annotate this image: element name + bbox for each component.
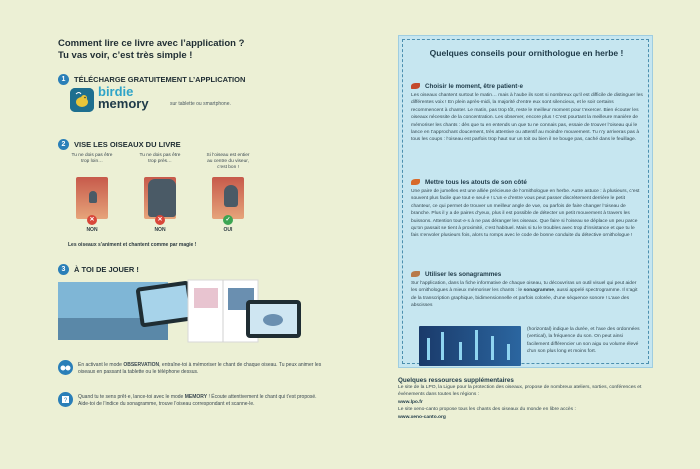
feather-icon	[411, 83, 420, 89]
resources-line-1: Le site de la LPO, la Ligue pour la protection des oiseaux, propose de nombreux ateliers, sorties, conférences et événements dans toutes les régions :	[398, 385, 642, 398]
aiming-result: NON	[86, 227, 98, 233]
observation-mode-text	[78, 362, 328, 376]
observation-mode-label: OBSERVATION	[123, 362, 160, 368]
tip-body-intro	[411, 280, 643, 310]
tip-heading: Mettre tous les atouts de son côté	[425, 179, 527, 186]
no-icon: ✕	[155, 215, 165, 225]
left-column	[58, 38, 358, 407]
intro-line-2: Tu vas voir, c’est très simple !	[58, 50, 193, 61]
aiming-example-too-far	[68, 153, 116, 233]
memory-text-before: Quand tu te sens prêt·e, lance-toi avec le mode	[78, 394, 185, 400]
step-1-number: 1	[58, 74, 69, 85]
observation-text-before: En activant le mode	[78, 362, 124, 368]
aiming-caption: Tu ne dois pas être trop près…	[139, 153, 181, 164]
app-name	[98, 86, 149, 110]
tips-panel-border	[402, 39, 649, 364]
memory-mode-icon	[58, 392, 73, 407]
tip-heading: Utiliser les sonagrammes	[425, 271, 502, 278]
falcon-image	[89, 191, 97, 203]
tip-section-2	[411, 179, 643, 240]
app-in-use-illustration	[58, 278, 308, 348]
falcon-image	[148, 179, 176, 217]
memory-mode-label: MEMORY	[184, 394, 208, 400]
memory-text-after: ! Écoute attentivement le chant qui t’est proposé. Aide-toi de l’indice du sonagramme, trouve l’oiseau correspondant et scanne-le.	[78, 394, 317, 407]
sonagram-band	[507, 344, 510, 360]
tips-panel	[398, 35, 653, 368]
memory-mode-text	[78, 394, 328, 408]
aiming-example-centered	[204, 153, 252, 233]
aiming-caption: Si l’oiseau est entier au centre du viseur, c’est bon !	[206, 153, 250, 170]
tip-body-wrap: (horizontal) indique la durée, et l’axe des ordonnées (vertical), la fréquence du son. On peut ainsi facilement différencier un son aigu ou volume élevé d’un son plus long et moins fort.	[527, 327, 640, 355]
xeno-canto-link[interactable]: www.xeno-canto.org	[398, 414, 446, 420]
sonagram-band	[441, 332, 444, 360]
step-3-title: À TOI DE JOUER !	[74, 265, 139, 274]
step-2-note: Les oiseaux s’animent et chantent comme par magie !	[68, 242, 197, 248]
lpo-link[interactable]: www.lpo.fr	[398, 399, 423, 405]
tip-body-bold: sonagramme	[523, 288, 554, 294]
birdie-memory-logo-icon	[70, 88, 94, 112]
step-2	[58, 139, 358, 264]
tip-heading: Choisir le moment, être patient·e	[425, 83, 523, 90]
svg-text:?: ?	[63, 398, 68, 404]
bird-card-image	[212, 177, 244, 223]
step-1-title: TÉLÉCHARGE GRATUITEMENT L’APPLICATION	[74, 75, 246, 84]
observation-mode-icon	[58, 360, 73, 375]
resources-line-2: Le site xeno-canto propose tous les chants des oiseaux du monde en libre accès :	[398, 407, 576, 413]
step-3	[58, 264, 358, 464]
feather-icon	[411, 179, 420, 185]
app-platforms: sur tablette ou smartphone.	[170, 101, 231, 107]
sonagram-image	[419, 326, 521, 366]
app-name-line-1: birdie	[98, 84, 134, 99]
observation-text-after: , entraîne-toi à mémoriser le chant de chaque oiseau. Tu peux animer les oiseaux en passant la tablette ou le téléphone dessus.	[78, 362, 322, 375]
intro-line-1: Comment lire ce livre avec l’application ?	[58, 38, 245, 49]
sonagram-band	[427, 338, 430, 360]
no-icon: ✕	[87, 215, 97, 225]
step-2-number: 2	[58, 139, 69, 150]
step-3-number: 3	[58, 264, 69, 275]
step-1	[58, 74, 358, 124]
intro-heading	[58, 38, 358, 62]
resources	[398, 377, 653, 421]
sonagram-band	[459, 342, 462, 360]
tip-body-after: , aussi appelé spectrogramme. Il s’agit de la transcription graphique, bidimensionnelle et parfois colorée, d’une séquence sonore ! L’axe des abscisses	[411, 288, 638, 309]
falcon-image	[224, 185, 238, 207]
tip-section-3	[411, 271, 643, 363]
app-name-line-2: memory	[98, 96, 149, 111]
aiming-caption: Tu ne dois pas être trop loin…	[71, 153, 113, 164]
tip-body: Les oiseaux chantent surtout le matin… mais à l’aube ils sont si nombreux qu’il est difficile de distinguer les différentes voix ! En plein après-midi, la majorité d’entre eux sont silencieux, et le soir certains recommencent à chanter. Le matin, pas trop tôt, reste le meilleur moment pour t’exercer. Bien écouter les oiseaux nécessite de la concentration. Les observer, encore plus ! C’est pourtant la meilleure manière de mémoriser les chants : dès que tu en entends un que tu ne connais pas, essaie de trouver l’oiseau qui le lance en t’approchant doucement, très attentive ou attentif au moindre mouvement. Tu n’y arriveras pas à tous les coups : l’oiseau est parfois trop haut sur un toit ou bien il ne bouge pas, caché dans le feuillage.	[411, 93, 643, 143]
aiming-result: OUI	[223, 227, 233, 233]
aiming-examples	[68, 153, 313, 251]
sonagram-band	[491, 336, 494, 360]
aiming-result: NON	[154, 227, 166, 233]
tip-section-1	[411, 83, 643, 144]
tip-body: Une paire de jumelles est une alliée précieuse de l’ornithologue en herbe. Autre astuce : à plusieurs, c’est souvent plus facile que tout·e seul·e ! L’un·e d’entre vous peut passer discrètement derrière le petit chanteur, ce qui permet de trouver un meilleur angle de vue, ou parfois de faire changer l’oiseau de branche. Plus il y a de paires d’yeux, plus il est possible de détecter un petit mouvement à travers les buissons. Attention tout·e·s à ne pas déranger les oiseaux. Que faire si l’oiseau se déplace un peu parce qu’on passait se tient à proximité, c’est habituel. Mais si tu le troubles avec trop d’insistance et que tu le fais s’envoler plusieurs fois, alors tu romps avec le code de bonne conduite du détective ornithologue !	[411, 189, 640, 239]
step-2-title: VISE LES OISEAUX DU LIVRE	[74, 140, 181, 149]
tip-body-before: Sur l’application, dans la fiche informative de chaque oiseau, tu découvriras un outil visuel qui peut aider les ornithologues à mieux mémoriser les chants : le	[411, 281, 637, 294]
tips-title: Quelques conseils pour ornithologue en herbe !	[429, 48, 624, 58]
bird-card-image	[76, 177, 108, 223]
resources-title: Quelques ressources supplémentaires	[398, 377, 514, 384]
sonagram-band	[475, 330, 478, 360]
feather-icon	[411, 271, 420, 277]
yes-icon: ✓	[223, 215, 233, 225]
bird-card-image	[144, 177, 176, 223]
aiming-example-too-close	[136, 153, 184, 233]
